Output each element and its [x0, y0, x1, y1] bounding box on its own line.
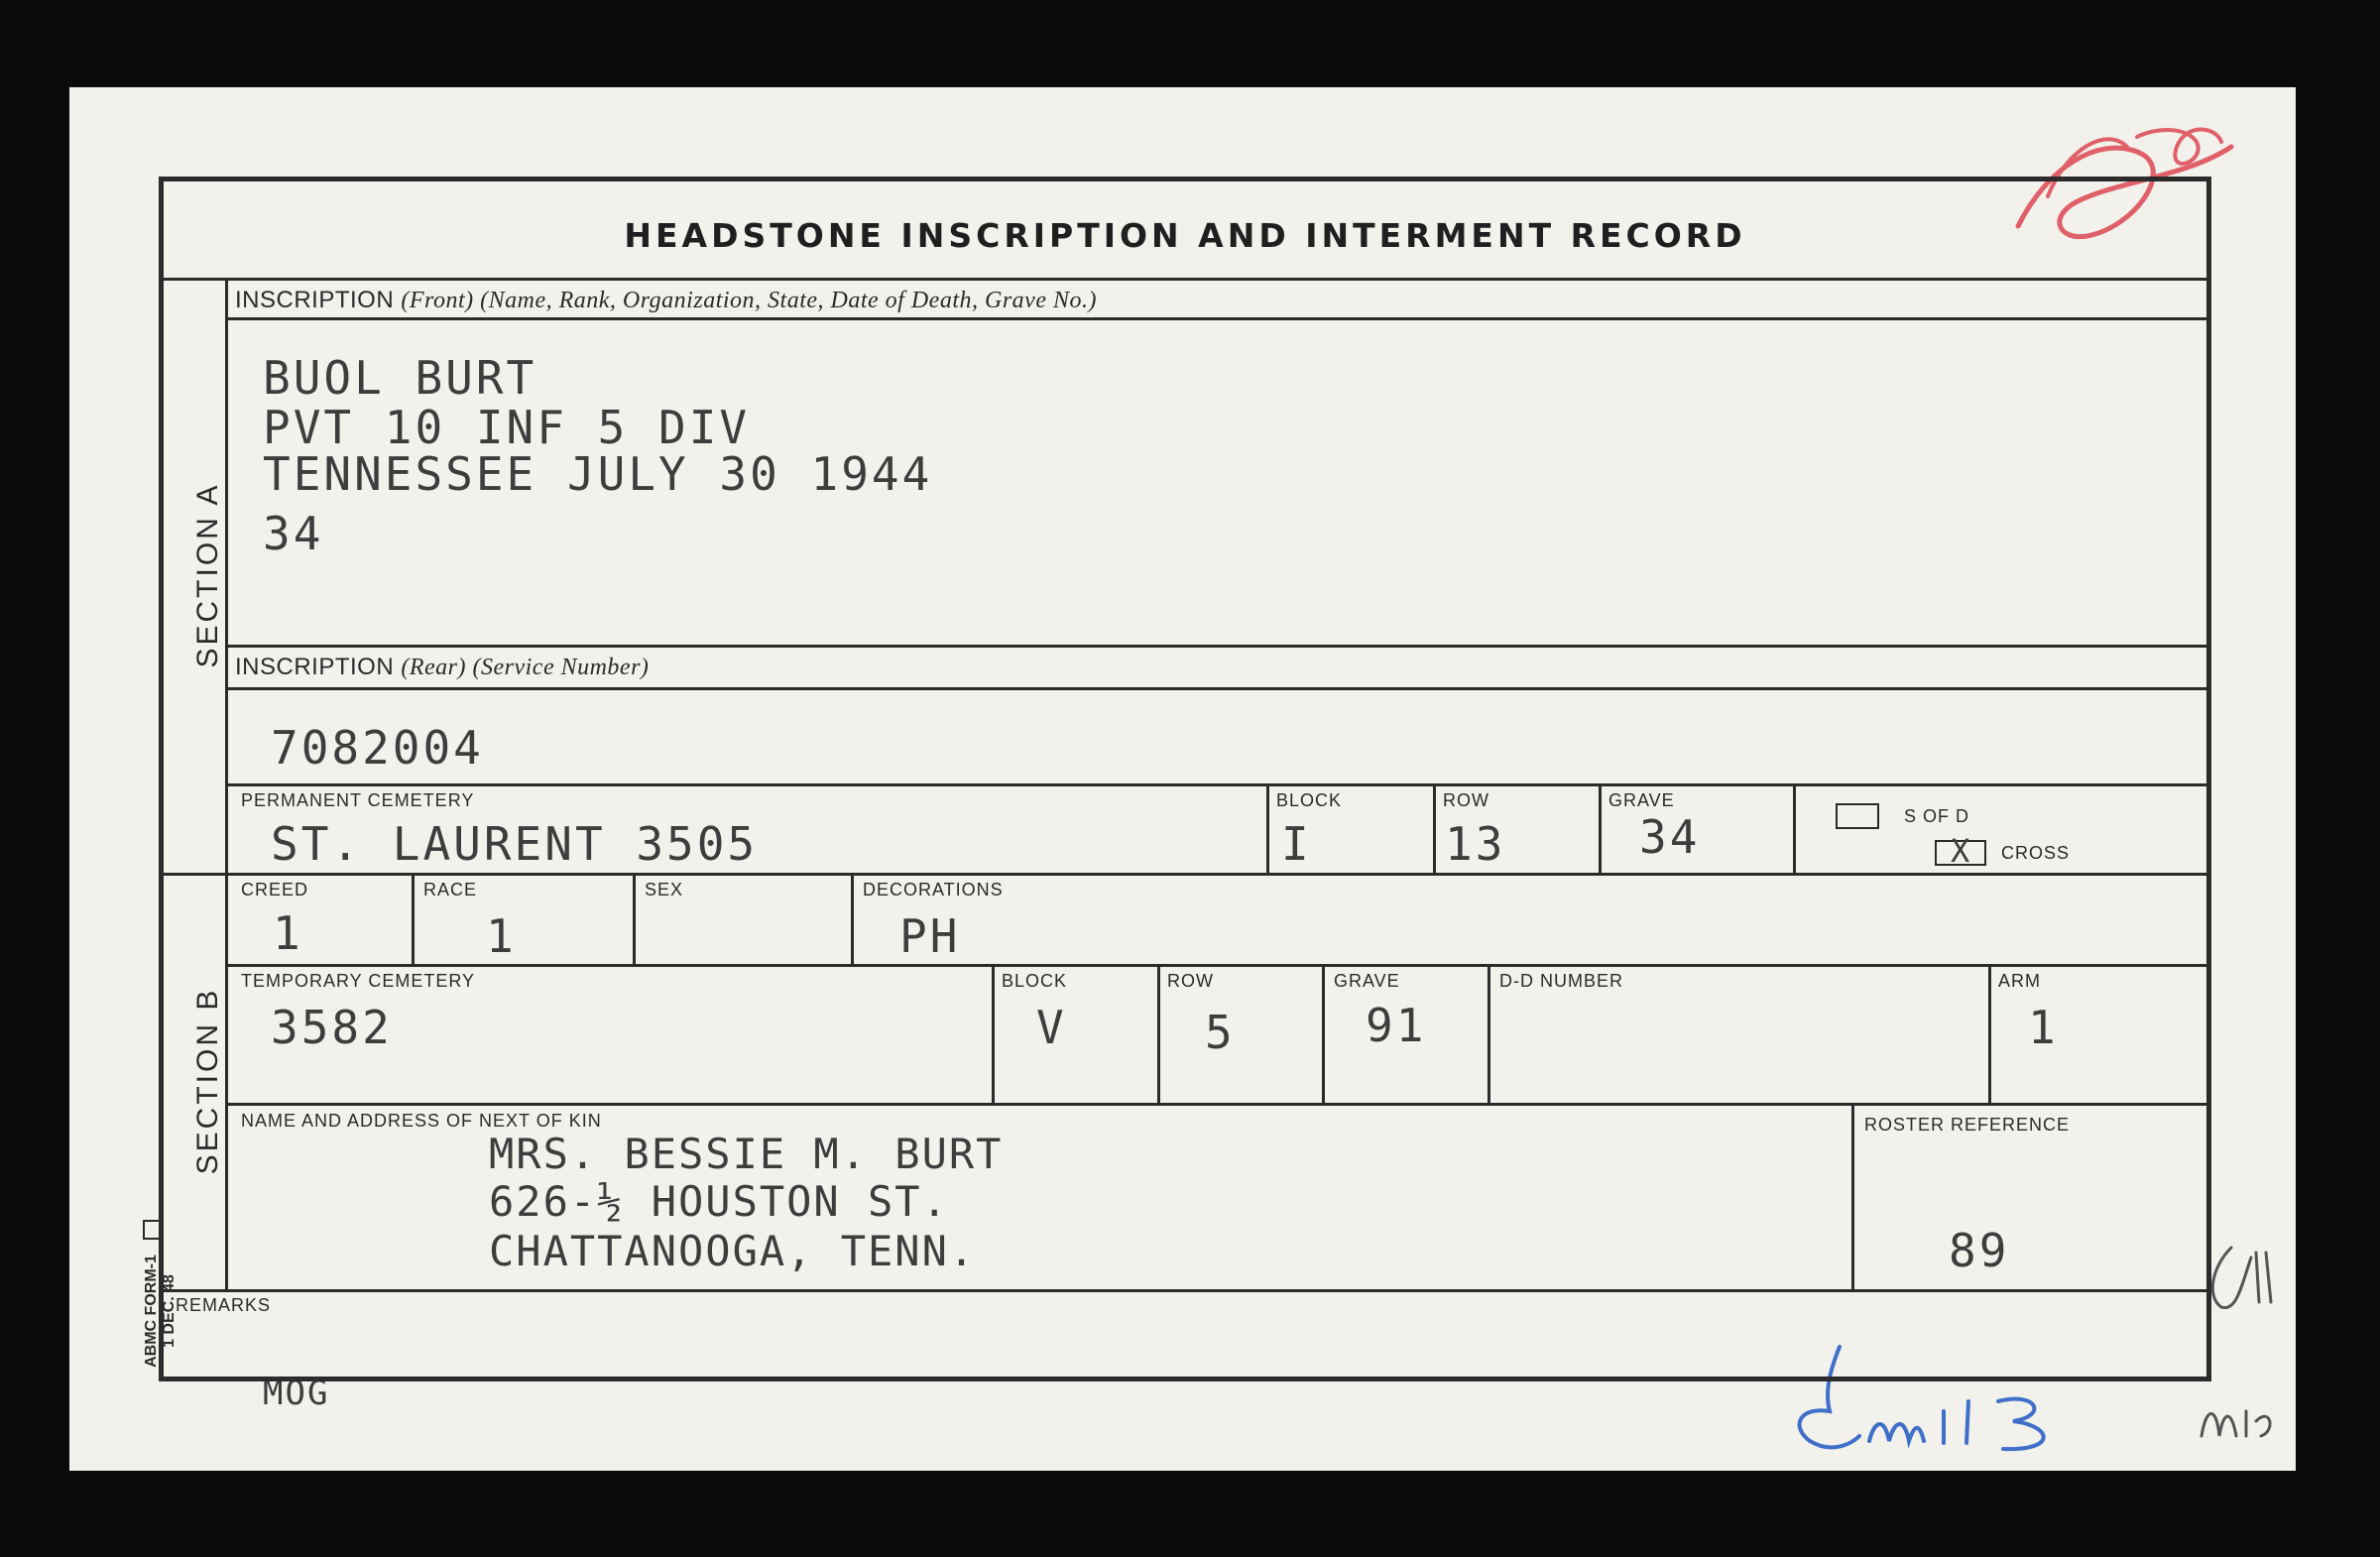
- race-divider: [412, 873, 415, 964]
- inscription-front-line-4: 34: [263, 507, 324, 560]
- inscription-front-label-italic: (Front) (Name, Rank, Organization, State, Date of Death, Grave No.): [401, 288, 1097, 313]
- temporary-grave-value: 91: [1366, 999, 1427, 1052]
- inscription-front-line-3: TENNESSEE JULY 30 1944: [263, 447, 933, 501]
- title-divider: [164, 278, 2211, 281]
- temporary-grave-label: GRAVE: [1334, 971, 1400, 991]
- s-of-d-label: S OF D: [1904, 806, 1970, 826]
- section-a-label: SECTION A: [191, 482, 224, 668]
- form-title: HEADSTONE INSCRIPTION AND INTERMENT RECORD: [624, 216, 1746, 255]
- decorations-divider: [851, 873, 854, 964]
- perm-grave-divider: [1599, 783, 1602, 873]
- permanent-row-top: [225, 783, 2211, 786]
- form-date-text: 1 DEC. 48: [161, 1274, 178, 1348]
- personal-row-top: [164, 873, 2211, 876]
- temporary-block-value: V: [1036, 1001, 1067, 1054]
- decorations-value: PH: [899, 909, 961, 963]
- form-id-text: ABMC FORM-1: [143, 1255, 160, 1368]
- temp-row-divider: [1157, 964, 1160, 1103]
- mog-note: MOG: [263, 1374, 330, 1413]
- permanent-row-value: 13: [1445, 817, 1506, 871]
- creed-label: CREED: [241, 880, 309, 899]
- perm-block-divider: [1266, 783, 1269, 873]
- inscription-rear-label-italic: (Rear) (Service Number): [401, 655, 650, 680]
- cross-check-mark: X: [1951, 832, 1970, 870]
- dd-number-label: D-D NUMBER: [1499, 971, 1623, 991]
- kin-row-top: [225, 1103, 2211, 1106]
- record-form: [159, 177, 2211, 1381]
- permanent-cemetery-label: PERMANENT CEMETERY: [241, 790, 475, 810]
- inscription-front-line-1: BUOL BURT: [263, 351, 537, 405]
- temporary-row-value: 5: [1205, 1006, 1236, 1059]
- next-of-kin-line-2: 626-½ HOUSTON ST.: [489, 1177, 949, 1226]
- roster-reference-value: 89: [1949, 1224, 2010, 1277]
- arm-label: ARM: [1998, 971, 2041, 991]
- creed-value: 1: [273, 906, 303, 960]
- permanent-grave-value: 34: [1639, 810, 1701, 864]
- roster-reference-label: ROSTER REFERENCE: [1864, 1115, 2071, 1135]
- sex-divider: [633, 873, 636, 964]
- temporary-cemetery-label: TEMPORARY CEMETERY: [241, 971, 476, 991]
- inscription-front-label-line: [225, 317, 2211, 320]
- temporary-row-label: ROW: [1167, 971, 1214, 991]
- temporary-row-top: [225, 964, 2211, 967]
- temporary-block-label: BLOCK: [1002, 971, 1068, 991]
- race-value: 1: [486, 909, 517, 963]
- remarks-divider: [164, 1289, 2211, 1292]
- permanent-block-label: BLOCK: [1276, 790, 1343, 810]
- dd-divider: [1488, 964, 1490, 1103]
- inscription-rear-label: [235, 654, 649, 681]
- roster-divider: [1851, 1103, 1854, 1289]
- decorations-label: DECORATIONS: [863, 880, 1004, 899]
- next-of-kin-line-3: CHATTANOOGA, TENN.: [489, 1227, 977, 1275]
- temp-grave-divider: [1322, 964, 1325, 1103]
- permanent-cemetery-value: ST. LAURENT 3505: [271, 817, 759, 871]
- permanent-block-value: I: [1281, 817, 1312, 871]
- inscription-rear-label-plain: INSCRIPTION: [235, 654, 402, 680]
- arm-divider: [1988, 964, 1991, 1103]
- permanent-row-label: ROW: [1443, 790, 1489, 810]
- s-of-d-checkbox[interactable]: [1836, 803, 1879, 829]
- sex-label: SEX: [645, 880, 684, 899]
- inscription-rear-top: [225, 645, 2211, 648]
- inscription-front-label-plain: INSCRIPTION: [235, 287, 402, 313]
- remarks-label: REMARKS: [176, 1295, 272, 1315]
- race-label: RACE: [423, 880, 478, 899]
- temp-block-divider: [992, 964, 995, 1103]
- perm-marker-divider: [1793, 783, 1796, 873]
- cross-label: CROSS: [2001, 843, 2071, 863]
- temporary-cemetery-value: 3582: [271, 1001, 393, 1054]
- next-of-kin-label: NAME AND ADDRESS OF NEXT OF KIN: [241, 1111, 602, 1131]
- inscription-front-label: [235, 287, 1097, 314]
- inscription-rear-label-line: [225, 687, 2211, 690]
- section-b-label: SECTION B: [191, 987, 224, 1175]
- next-of-kin-line-1: MRS. BESSIE M. BURT: [489, 1130, 1004, 1178]
- permanent-grave-label: GRAVE: [1608, 790, 1675, 810]
- cross-checkbox[interactable]: [1935, 832, 1986, 870]
- inscription-front-line-2: PVT 10 INF 5 DIV: [263, 401, 751, 454]
- service-number: 7082004: [271, 721, 484, 775]
- arm-value: 1: [2028, 1001, 2059, 1054]
- perm-row-divider: [1433, 783, 1436, 873]
